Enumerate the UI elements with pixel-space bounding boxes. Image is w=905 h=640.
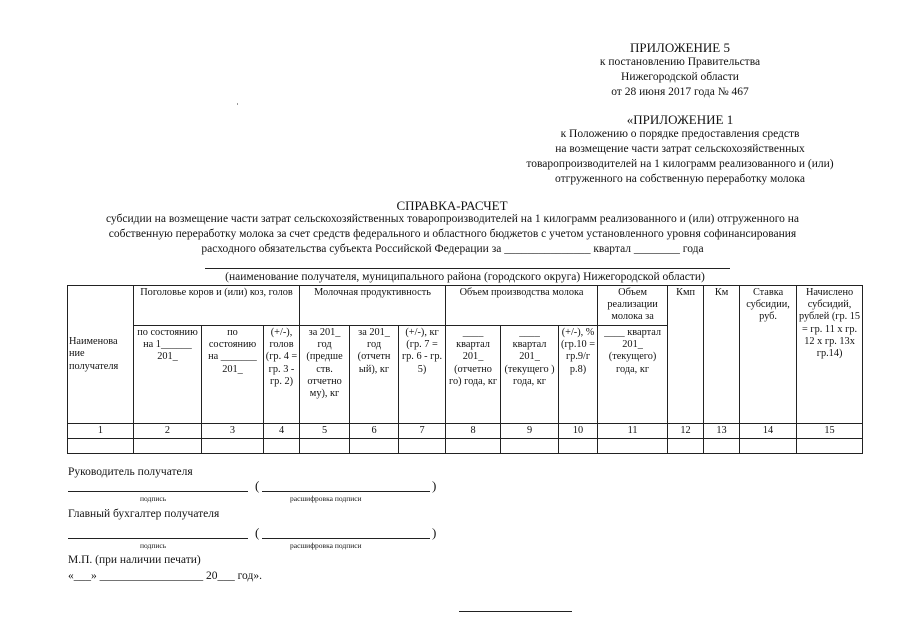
appendix-title: ПРИЛОЖЕНИЕ 5 (630, 40, 730, 55)
inner-appendix-line: отгруженного на собственную переработку молока (555, 173, 805, 185)
column-number: 12 (668, 424, 704, 439)
header-col-11: ____ квартал 201_ (текущего) года, кг (598, 326, 668, 424)
header-kmp: Кмп (668, 286, 704, 424)
appendix-line: к постановлению Правительства (599, 56, 761, 68)
head-decoding-caption: расшифровка подписи (290, 494, 362, 503)
recipient-caption: (наименование получателя, муниципального района (городского округа) Нижегородской области) (225, 271, 705, 283)
header-col-9: ____ квартал 201_ (текущего ) года, кг (501, 326, 559, 424)
table-cell (134, 439, 202, 454)
column-number: 3 (202, 424, 264, 439)
table-cell (501, 439, 559, 454)
appendix-line: Нижегородской области (621, 71, 739, 83)
header-recipient-name: Наименова ние получателя (68, 286, 134, 424)
column-number: 13 (704, 424, 740, 439)
column-number: 11 (598, 424, 668, 439)
column-number: 15 (797, 424, 863, 439)
appendix-line: от 28 июня 2017 года № 467 (611, 86, 749, 98)
header-production-volume: Объем производства молока (446, 286, 598, 326)
head-signature-line (68, 491, 248, 492)
scan-mark (237, 103, 238, 105)
column-number: 4 (264, 424, 300, 439)
column-number: 6 (350, 424, 399, 439)
table-cell (740, 439, 797, 454)
table-cell (300, 439, 350, 454)
head-paren-close: ) (432, 478, 437, 493)
column-number: 10 (559, 424, 598, 439)
header-col-3: по состоянию на _______ 201_ (202, 326, 264, 424)
accountant-label: Главный бухгалтер получателя (68, 508, 220, 520)
document-subtitle (40, 212, 865, 257)
inner-appendix-line: товаропроизводителей на 1 килограмм реализованного и (или) (526, 158, 834, 170)
table-cell (598, 439, 668, 454)
recipient-line (205, 268, 730, 269)
header-col-8: ____ квартал 201_ (отчетно го) года, кг (446, 326, 501, 424)
header-milk-productivity: Молочная продуктивность (300, 286, 446, 326)
inner-appendix-line: на возмещение части затрат сельскохозяйственных (555, 143, 805, 155)
inner-appendix-line: к Положению о порядке предоставления средств (560, 128, 800, 140)
table-cell (399, 439, 446, 454)
accountant-decoding-line (262, 538, 430, 539)
appendix-block (575, 40, 785, 100)
stamp-label: М.П. (при наличии печати) (68, 554, 201, 566)
header-subsidy-rate: Ставка субсидии, руб. (740, 286, 797, 424)
document-title: СПРАВКА-РАСЧЕТ (396, 198, 508, 213)
header-col-10: (+/-), % (гр.10 = гр.9/г р.8) (559, 326, 598, 424)
accountant-signature-caption: подпись (140, 541, 167, 550)
column-numbers-row (68, 424, 863, 439)
header-accrued-subsidies: Начислено субсидий, рублей (гр. 15 = гр. 11 х гр. 12 х гр. 13х гр.14) (797, 286, 863, 424)
head-decoding-line (262, 491, 430, 492)
accountant-paren-close: ) (432, 525, 437, 540)
table-cell (202, 439, 264, 454)
header-sales-volume: Объем реализации молока за (598, 286, 668, 326)
inner-appendix-block (480, 112, 880, 187)
inner-appendix-title: «ПРИЛОЖЕНИЕ 1 (626, 112, 734, 127)
table-cell (559, 439, 598, 454)
table-cell (797, 439, 863, 454)
table-cell (264, 439, 300, 454)
table-cell (668, 439, 704, 454)
table-cell (704, 439, 740, 454)
header-col-2: по состоянию на 1______ 201_ (134, 326, 202, 424)
column-number: 14 (740, 424, 797, 439)
calculation-table (67, 285, 863, 454)
header-col-4: (+/-), голов (гр. 4 = гр. 3 - гр. 2) (264, 326, 300, 424)
table-cell (446, 439, 501, 454)
header-livestock: Поголовье коров и (или) коз, голов (134, 286, 300, 326)
column-number: 7 (399, 424, 446, 439)
column-number: 1 (68, 424, 134, 439)
subtitle-line: расходного обязательства субъекта Российской Федерации за _______________ квартал ________ года (201, 243, 704, 255)
accountant-paren-open: ( (255, 525, 260, 540)
column-number: 2 (134, 424, 202, 439)
column-number: 5 (300, 424, 350, 439)
accountant-signature-line (68, 538, 248, 539)
head-label: Руководитель получателя (68, 466, 193, 478)
table-cell (350, 439, 399, 454)
subtitle-line: субсидии на возмещение части затрат сельскохозяйственных товаропроизводителей на 1 килограмм реализованного и (или) отгруженного на (105, 213, 800, 225)
column-number: 8 (446, 424, 501, 439)
head-signature-caption: подпись (140, 494, 167, 503)
header-col-5: за 201_ год (предше ств. отчетно му), кг (300, 326, 350, 424)
table-cell (68, 439, 134, 454)
head-paren-open: ( (255, 478, 260, 493)
footer-line (459, 611, 572, 612)
accountant-decoding-caption: расшифровка подписи (290, 541, 362, 550)
header-km: Км (704, 286, 740, 424)
subtitle-line: собственную переработку молока за счет средств федерального и областного бюджетов с учетом установленного уровня софинансирования (108, 228, 797, 240)
date-line: «___» __________________ 20___ год». (68, 570, 262, 582)
column-number: 9 (501, 424, 559, 439)
table-row (68, 439, 863, 454)
header-col-7: (+/-), кг (гр. 7 = гр. 6 - гр. 5) (399, 326, 446, 424)
header-col-6: за 201_ год (отчетн ый), кг (350, 326, 399, 424)
